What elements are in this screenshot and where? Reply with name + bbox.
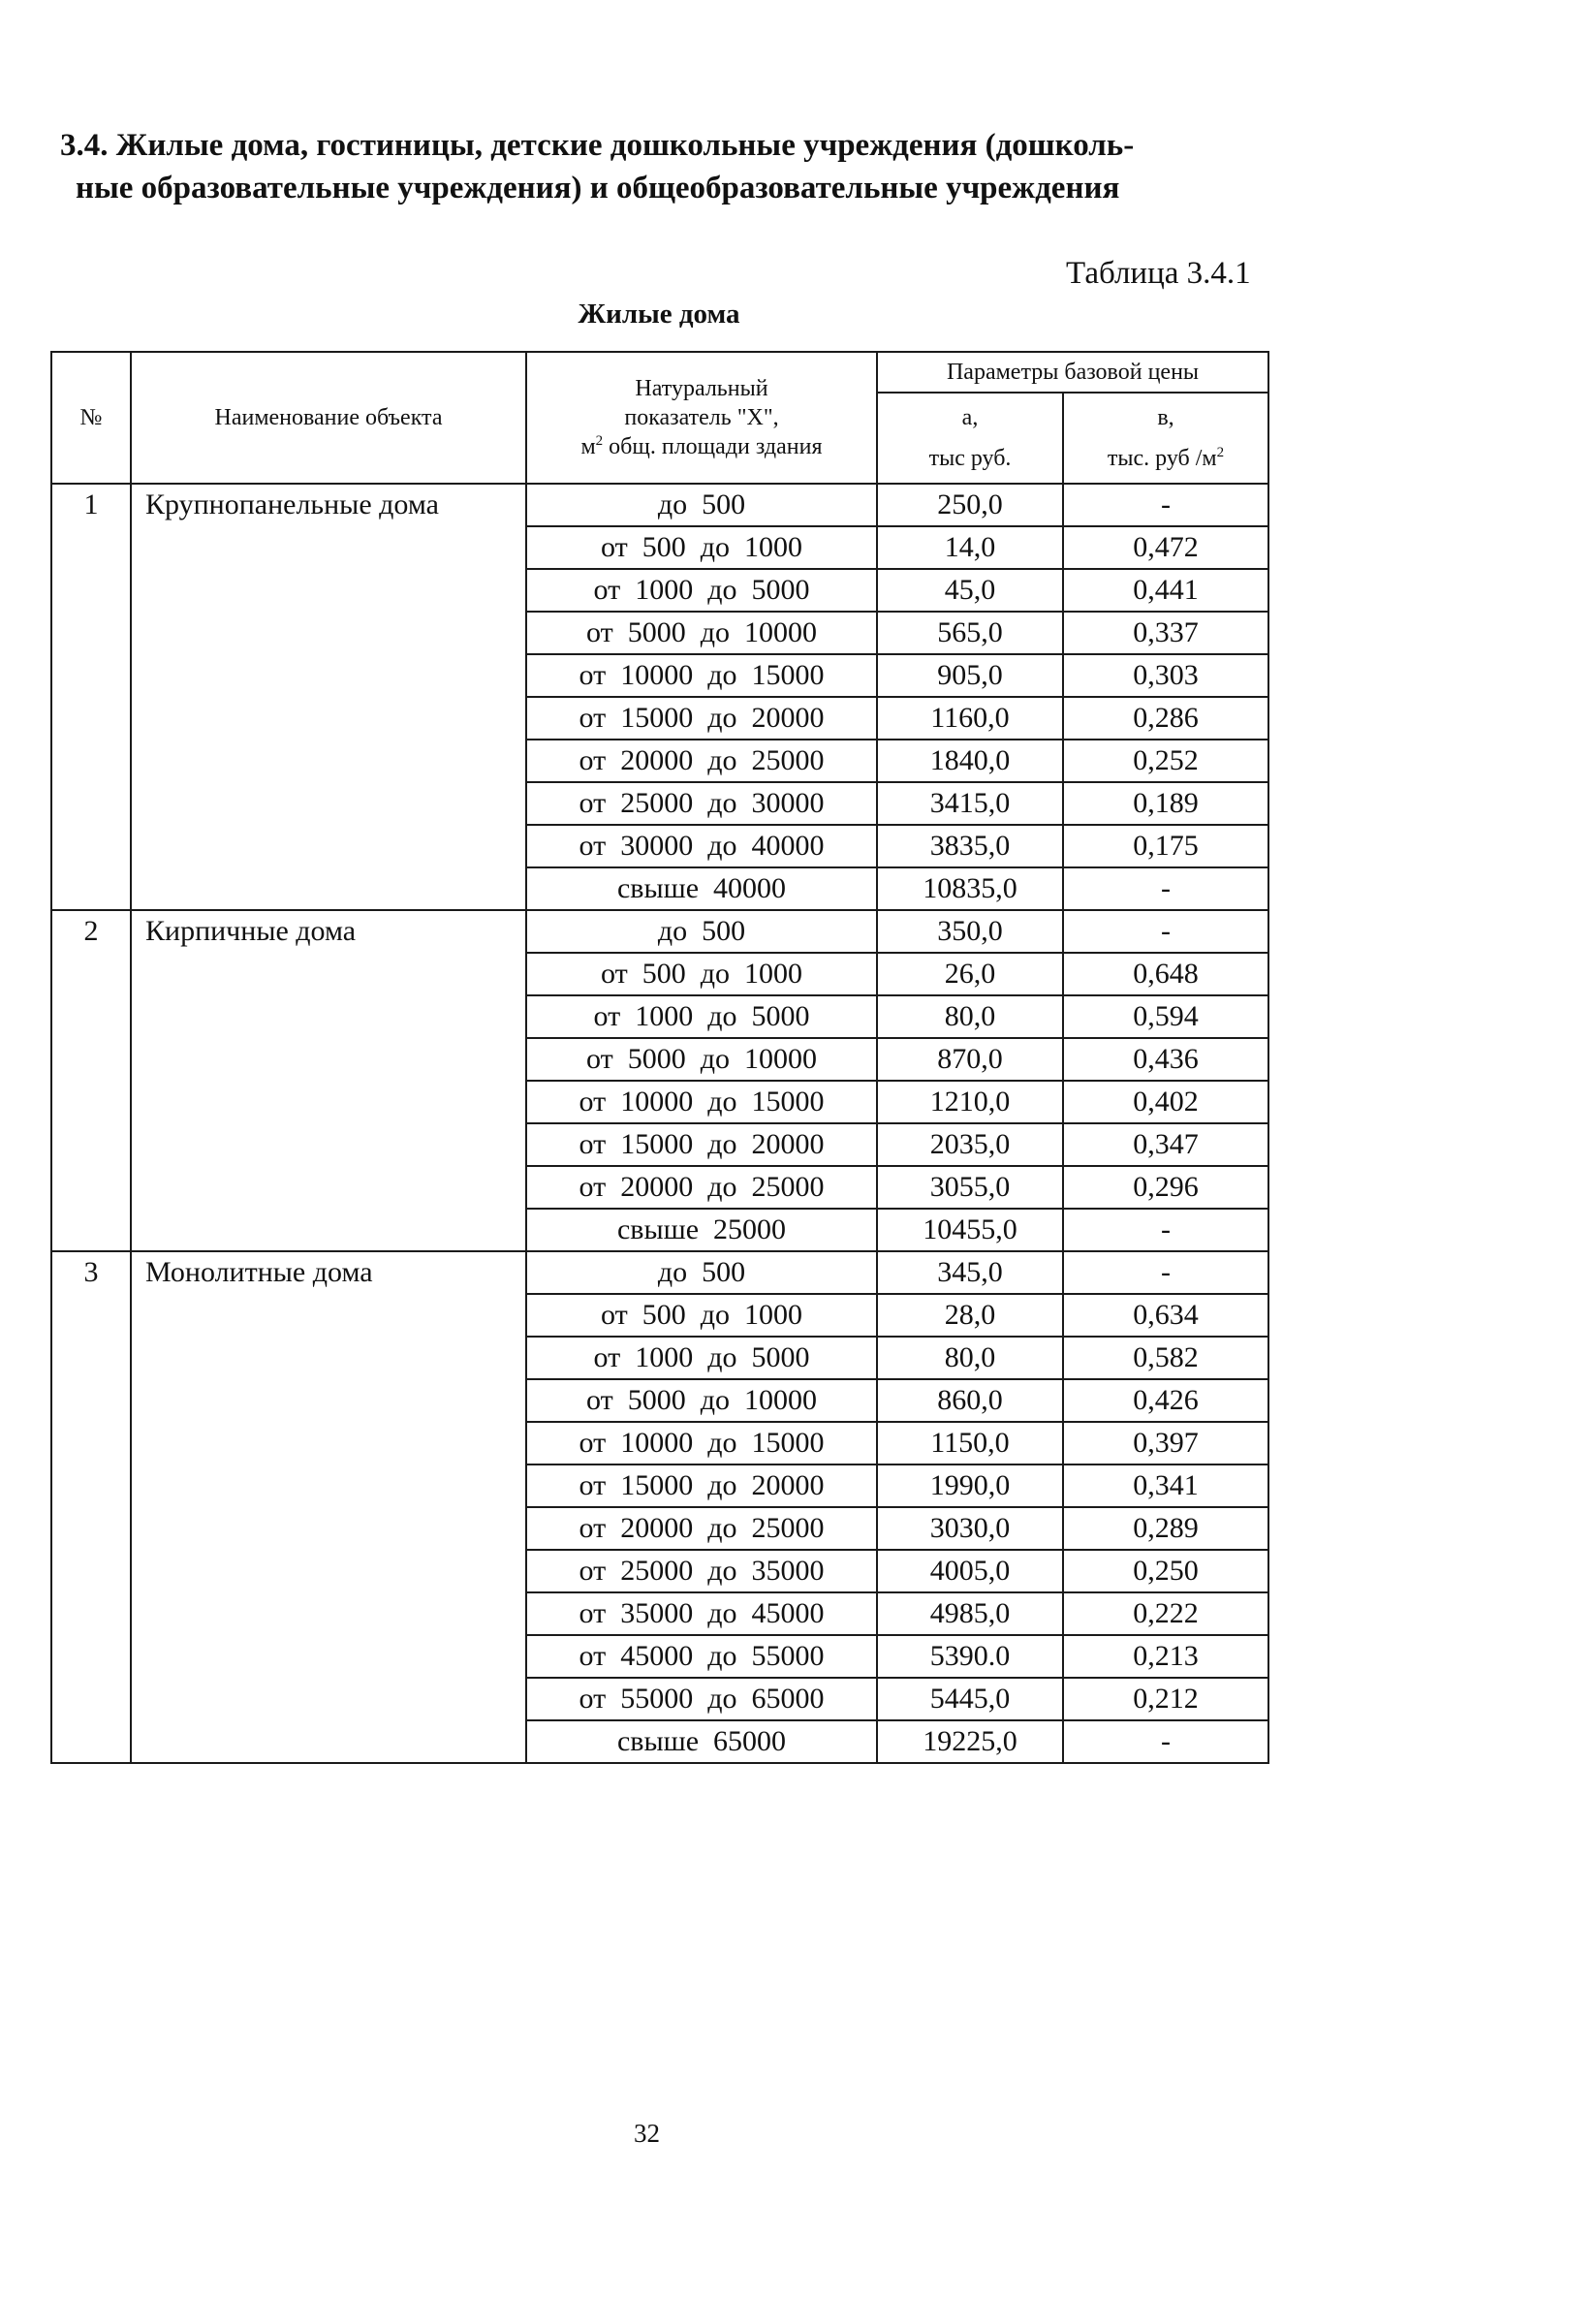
header-indicator-sup: 2 bbox=[595, 433, 604, 449]
param-b: 0,303 bbox=[1063, 654, 1268, 697]
param-a: 10835,0 bbox=[877, 867, 1063, 910]
param-b: 0,250 bbox=[1063, 1550, 1268, 1592]
indicator-range: от 10000 до 15000 bbox=[526, 1422, 877, 1464]
param-b: 0,594 bbox=[1063, 995, 1268, 1038]
param-a: 250,0 bbox=[877, 484, 1063, 526]
indicator-range: от 35000 до 45000 bbox=[526, 1592, 877, 1635]
param-a: 1990,0 bbox=[877, 1464, 1063, 1507]
param-b: - bbox=[1063, 484, 1268, 526]
param-b: 0,397 bbox=[1063, 1422, 1268, 1464]
table-number: Таблица 3.4.1 bbox=[1066, 256, 1251, 291]
param-b: 0,296 bbox=[1063, 1166, 1268, 1209]
header-b-unit-line bbox=[1064, 444, 1267, 473]
indicator-range: от 1000 до 5000 bbox=[526, 569, 877, 612]
param-a: 5445,0 bbox=[877, 1678, 1063, 1720]
header-b-sup: 2 bbox=[1216, 445, 1225, 460]
header-name: Наименование объекта bbox=[131, 352, 526, 484]
section-heading-line-1: 3.4. Жилые дома, гостиницы, детские дошкольные учреждения (дошколь- bbox=[60, 128, 1135, 163]
table-row bbox=[51, 910, 1268, 953]
param-a: 3415,0 bbox=[877, 782, 1063, 825]
param-b: 0,582 bbox=[1063, 1337, 1268, 1379]
param-b: 0,175 bbox=[1063, 825, 1268, 867]
param-b: 0,286 bbox=[1063, 697, 1268, 740]
indicator-range: от 55000 до 65000 bbox=[526, 1678, 877, 1720]
param-b: 0,212 bbox=[1063, 1678, 1268, 1720]
param-b: - bbox=[1063, 910, 1268, 953]
indicator-range: от 25000 до 30000 bbox=[526, 782, 877, 825]
param-a: 45,0 bbox=[877, 569, 1063, 612]
param-a: 1150,0 bbox=[877, 1422, 1063, 1464]
section-heading bbox=[60, 124, 1281, 209]
indicator-range: от 5000 до 10000 bbox=[526, 1379, 877, 1422]
param-a: 3030,0 bbox=[877, 1507, 1063, 1550]
param-b: 0,472 bbox=[1063, 526, 1268, 569]
param-a: 2035,0 bbox=[877, 1123, 1063, 1166]
param-a: 345,0 bbox=[877, 1251, 1063, 1294]
param-b: 0,289 bbox=[1063, 1507, 1268, 1550]
header-a-unit: тыс руб. bbox=[928, 446, 1012, 471]
indicator-range: свыше 40000 bbox=[526, 867, 877, 910]
indicator-range: свыше 25000 bbox=[526, 1209, 877, 1251]
param-a: 565,0 bbox=[877, 612, 1063, 654]
param-a: 80,0 bbox=[877, 995, 1063, 1038]
header-a bbox=[877, 393, 1063, 484]
param-a: 80,0 bbox=[877, 1337, 1063, 1379]
param-b: 0,648 bbox=[1063, 953, 1268, 995]
indicator-range: от 500 до 1000 bbox=[526, 1294, 877, 1337]
param-a: 5390.0 bbox=[877, 1635, 1063, 1678]
param-a: 19225,0 bbox=[877, 1720, 1063, 1763]
header-params: Параметры базовой цены bbox=[877, 352, 1268, 393]
header-indicator-line-2: показатель "X", bbox=[624, 405, 779, 430]
indicator-range: до 500 bbox=[526, 484, 877, 526]
object-number: 1 bbox=[51, 484, 131, 910]
param-b: 0,347 bbox=[1063, 1123, 1268, 1166]
indicator-range: от 15000 до 20000 bbox=[526, 1464, 877, 1507]
table-row bbox=[51, 1251, 1268, 1294]
object-number: 2 bbox=[51, 910, 131, 1251]
param-b: 0,213 bbox=[1063, 1635, 1268, 1678]
param-b: 0,436 bbox=[1063, 1038, 1268, 1081]
page-number: 32 bbox=[634, 2119, 660, 2148]
param-a: 860,0 bbox=[877, 1379, 1063, 1422]
param-a: 870,0 bbox=[877, 1038, 1063, 1081]
object-number: 3 bbox=[51, 1251, 131, 1763]
param-a: 1160,0 bbox=[877, 697, 1063, 740]
param-b: 0,222 bbox=[1063, 1592, 1268, 1635]
table-header bbox=[51, 352, 1268, 484]
param-b: 0,337 bbox=[1063, 612, 1268, 654]
indicator-range: от 25000 до 35000 bbox=[526, 1550, 877, 1592]
indicator-range: от 5000 до 10000 bbox=[526, 1038, 877, 1081]
indicator-range: от 20000 до 25000 bbox=[526, 740, 877, 782]
header-a-letter: а, bbox=[961, 405, 979, 430]
indicator-range: от 500 до 1000 bbox=[526, 526, 877, 569]
param-a: 3055,0 bbox=[877, 1166, 1063, 1209]
indicator-range: от 30000 до 40000 bbox=[526, 825, 877, 867]
param-b: 0,441 bbox=[1063, 569, 1268, 612]
indicator-range: до 500 bbox=[526, 910, 877, 953]
param-a: 28,0 bbox=[877, 1294, 1063, 1337]
indicator-range: от 20000 до 25000 bbox=[526, 1166, 877, 1209]
indicator-range: от 15000 до 20000 bbox=[526, 697, 877, 740]
table-title: Жилые дома bbox=[578, 299, 740, 330]
indicator-range: от 10000 до 15000 bbox=[526, 1081, 877, 1123]
param-a: 14,0 bbox=[877, 526, 1063, 569]
object-name: Крупнопанельные дома bbox=[131, 484, 526, 910]
param-b: - bbox=[1063, 1720, 1268, 1763]
header-indicator-line-3 bbox=[527, 432, 876, 461]
indicator-range: от 15000 до 20000 bbox=[526, 1123, 877, 1166]
param-a: 4985,0 bbox=[877, 1592, 1063, 1635]
header-indicator-line-1: Натуральный bbox=[635, 376, 768, 401]
indicator-range: от 10000 до 15000 bbox=[526, 654, 877, 697]
section-heading-line-2: ные образовательные учреждения) и общеобразовательные учреждения bbox=[76, 171, 1120, 205]
param-a: 10455,0 bbox=[877, 1209, 1063, 1251]
price-table bbox=[50, 351, 1269, 1764]
object-name: Кирпичные дома bbox=[131, 910, 526, 1251]
indicator-range: от 5000 до 10000 bbox=[526, 612, 877, 654]
indicator-range: от 1000 до 5000 bbox=[526, 995, 877, 1038]
param-b: 0,402 bbox=[1063, 1081, 1268, 1123]
indicator-range: свыше 65000 bbox=[526, 1720, 877, 1763]
param-a: 26,0 bbox=[877, 953, 1063, 995]
param-a: 3835,0 bbox=[877, 825, 1063, 867]
indicator-range: от 1000 до 5000 bbox=[526, 1337, 877, 1379]
header-indicator-unit: м bbox=[580, 434, 596, 459]
indicator-range: от 20000 до 25000 bbox=[526, 1507, 877, 1550]
param-b: - bbox=[1063, 1251, 1268, 1294]
param-a: 905,0 bbox=[877, 654, 1063, 697]
param-b: 0,634 bbox=[1063, 1294, 1268, 1337]
param-a: 1210,0 bbox=[877, 1081, 1063, 1123]
header-b bbox=[1063, 393, 1268, 484]
header-indicator bbox=[526, 352, 877, 484]
table-body bbox=[51, 484, 1268, 1763]
indicator-range: от 500 до 1000 bbox=[526, 953, 877, 995]
param-b: - bbox=[1063, 867, 1268, 910]
object-name: Монолитные дома bbox=[131, 1251, 526, 1763]
header-no: № bbox=[51, 352, 131, 484]
param-a: 1840,0 bbox=[877, 740, 1063, 782]
header-b-unit: тыс. руб /м bbox=[1107, 446, 1217, 471]
param-b: 0,252 bbox=[1063, 740, 1268, 782]
param-b: - bbox=[1063, 1209, 1268, 1251]
param-a: 350,0 bbox=[877, 910, 1063, 953]
header-indicator-rest: общ. площади здания bbox=[603, 434, 823, 459]
param-b: 0,426 bbox=[1063, 1379, 1268, 1422]
param-b: 0,189 bbox=[1063, 782, 1268, 825]
table-row bbox=[51, 484, 1268, 526]
indicator-range: до 500 bbox=[526, 1251, 877, 1294]
param-a: 4005,0 bbox=[877, 1550, 1063, 1592]
param-b: 0,341 bbox=[1063, 1464, 1268, 1507]
header-b-letter: в, bbox=[1157, 405, 1174, 430]
indicator-range: от 45000 до 55000 bbox=[526, 1635, 877, 1678]
